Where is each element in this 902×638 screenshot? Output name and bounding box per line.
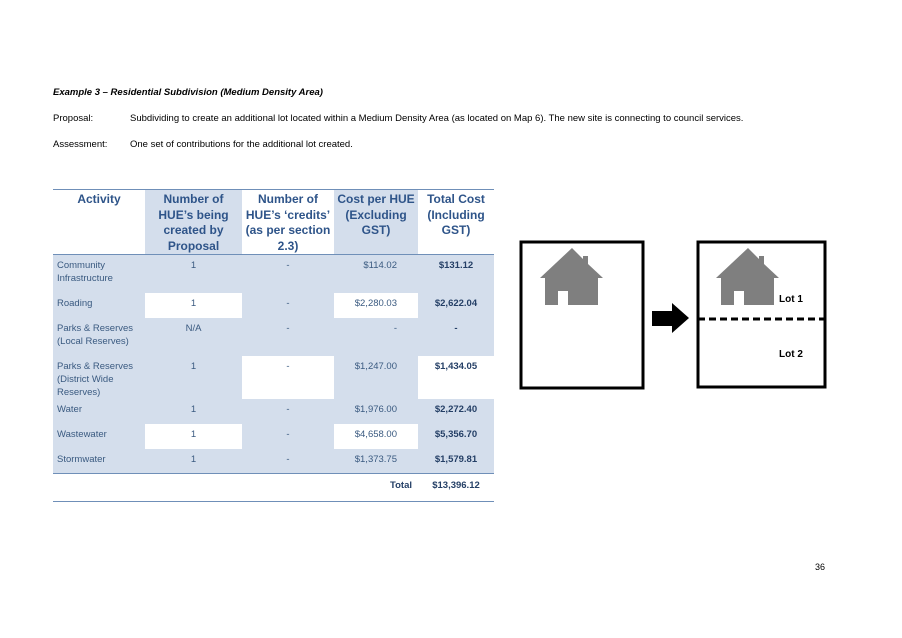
- cell-cost: $1,247.00: [334, 356, 418, 399]
- cell-cost: $2,280.03: [334, 293, 418, 318]
- total-label: Total: [53, 474, 418, 502]
- cell-hues: 1: [145, 356, 242, 399]
- proposal-label: Proposal:: [53, 113, 94, 124]
- assessment-label: Assessment:: [53, 139, 108, 150]
- cell-activity: Roading: [53, 293, 145, 318]
- cell-hues: 1: [145, 424, 242, 449]
- page-number: 36: [815, 562, 826, 572]
- header-cost-per-hue: Cost per HUE (Excluding GST): [334, 190, 418, 255]
- cell-cost: $114.02: [363, 260, 397, 271]
- cell-activity: Community Infrastructure: [57, 260, 113, 284]
- cell-total: $1,579.81: [434, 453, 478, 465]
- section-heading: Example 3 – Residential Subdivision (Medium Density Area): [53, 87, 323, 98]
- cell-total: $5,356.70: [418, 424, 494, 449]
- cell-cost: -: [393, 322, 397, 334]
- assessment-text: One set of contributions for the additional lot created.: [130, 139, 353, 150]
- cell-cost: $4,658.00: [334, 424, 418, 449]
- cell-credits: -: [242, 293, 334, 318]
- header-activity: Activity: [53, 190, 145, 255]
- cell-credits: -: [242, 424, 334, 449]
- cell-cost: $1,976.00: [354, 403, 397, 415]
- cell-credits: -: [286, 403, 290, 415]
- lot-2-label: Lot 2: [779, 349, 803, 360]
- cell-total: $1,434.05: [418, 356, 494, 399]
- cell-hues: 1: [190, 403, 197, 415]
- total-value: $13,396.12: [418, 474, 494, 502]
- header-total-cost: Total Cost (Including GST): [418, 190, 494, 255]
- house-icon: [716, 248, 779, 305]
- header-hues-created: Number of HUE’s being created by Proposal: [145, 190, 242, 255]
- cell-total: $131.12: [438, 260, 474, 271]
- arrow-right-icon: [652, 303, 689, 333]
- cell-activity: Water: [57, 403, 82, 415]
- proposal-text: Subdividing to create an additional lot located within a Medium Density Area (as located on Map 6). The new site is connecting to council services.: [130, 113, 744, 124]
- cell-credits: -: [286, 322, 290, 334]
- cell-activity: Parks & Reserves (Local Reserves): [57, 322, 134, 347]
- header-hues-credits: Number of HUE’s ‘credits’ (as per section 2.3): [242, 190, 334, 255]
- cell-activity: Stormwater: [57, 453, 106, 465]
- cell-activity: Parks & Reserves (District Wide Reserves): [53, 356, 145, 399]
- cell-total: $2,272.40: [434, 403, 478, 415]
- cell-activity: Wastewater: [53, 424, 145, 449]
- cell-credits: -: [286, 453, 290, 465]
- cell-cost: $1,373.75: [354, 453, 397, 465]
- cell-hues: 1: [190, 260, 197, 271]
- cell-credits: -: [242, 356, 334, 399]
- lot-1-label: Lot 1: [779, 294, 803, 305]
- cell-credits: -: [286, 260, 290, 271]
- cell-total: -: [454, 322, 458, 334]
- cell-hues: 1: [145, 293, 242, 318]
- cell-total: $2,622.04: [418, 293, 494, 318]
- cell-hues: 1: [190, 453, 197, 465]
- house-icon: [540, 248, 603, 305]
- cell-hues: N/A: [185, 322, 202, 334]
